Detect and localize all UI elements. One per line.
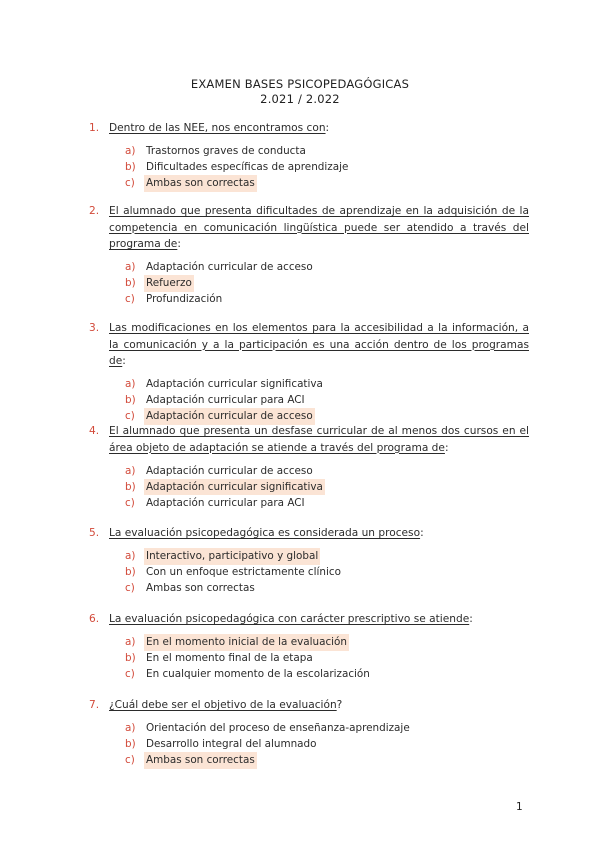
option-letter: a) — [125, 261, 136, 274]
question-stem — [89, 203, 529, 253]
option-letter: a) — [125, 722, 136, 735]
option-text: Dificultades específicas de aprendizaje — [146, 161, 349, 174]
answer-options — [125, 549, 529, 597]
question-number: 1. — [89, 122, 100, 134]
option-text: Desarrollo integral del alumnado — [146, 738, 317, 751]
answer-option[interactable] — [125, 292, 529, 308]
answer-option[interactable] — [125, 276, 529, 292]
question-text-underlined: Dentro de las NEE, nos encontramos con — [109, 122, 326, 134]
answer-option[interactable] — [125, 393, 529, 409]
option-letter: c) — [125, 293, 135, 306]
exam-year: 2.021 / 2.022 — [260, 92, 340, 106]
question-text — [109, 525, 529, 542]
option-letter: b) — [125, 480, 136, 493]
question-text — [109, 120, 529, 137]
question-text — [109, 203, 529, 253]
option-text: Profundización — [146, 293, 223, 306]
question-number: 7. — [89, 699, 100, 711]
option-letter: c) — [125, 410, 135, 423]
option-text-correct-highlight: Adaptación curricular significativa — [144, 479, 325, 496]
answer-options — [125, 635, 529, 683]
question-text — [109, 320, 529, 370]
option-text-correct-highlight: Adaptación curricular de acceso — [144, 408, 315, 425]
question-1 — [89, 120, 529, 192]
question-stem — [89, 697, 529, 714]
option-letter: a) — [125, 145, 136, 158]
question-stem — [89, 611, 529, 628]
answer-options — [125, 377, 529, 425]
option-text: En el momento final de la etapa — [146, 652, 313, 665]
answer-option[interactable] — [125, 160, 529, 176]
option-text-correct-highlight: Refuerzo — [144, 275, 194, 292]
question-text — [109, 611, 529, 628]
answer-options — [125, 144, 529, 192]
question-suffix: : — [325, 122, 330, 134]
option-text: Con un enfoque estrictamente clínico — [146, 566, 341, 579]
answer-option[interactable] — [125, 753, 529, 769]
question-text-underlined: El alumnado que presenta dificultades de aprendizaje en la adquisición de la competencia en comunicación lingüística puede ser atendido a través del programa de — [109, 205, 529, 251]
option-text-correct-highlight: En el momento inicial de la evaluación — [144, 634, 349, 651]
question-number: 5. — [89, 527, 100, 539]
answer-option[interactable] — [125, 463, 529, 479]
question-suffix: : — [469, 613, 473, 625]
page-number: 1 — [516, 801, 523, 813]
question-suffix: : — [122, 355, 126, 368]
question-stem — [89, 320, 529, 370]
question-suffix: : — [420, 527, 424, 539]
option-letter: c) — [125, 668, 135, 681]
question-2 — [89, 203, 529, 308]
answer-option[interactable] — [125, 565, 529, 581]
question-number: 4. — [89, 425, 100, 437]
option-text: Adaptación curricular para ACI — [146, 394, 305, 407]
option-text: Ambas son correctas — [146, 582, 255, 595]
question-7 — [89, 697, 529, 769]
question-3 — [89, 320, 529, 425]
question-text-underlined: Las modificaciones en los elementos para la accesibilidad a la información, a la comunicación y a la participación es una acción dentro de los programas de — [109, 322, 529, 368]
question-number: 3. — [89, 322, 100, 334]
option-letter: c) — [125, 754, 135, 767]
option-text: Adaptación curricular de acceso — [146, 464, 313, 477]
answer-option[interactable] — [125, 495, 529, 511]
exam-title: EXAMEN BASES PSICOPEDAGÓGICAS — [190, 77, 410, 91]
option-letter: a) — [125, 636, 136, 649]
option-text: Orientación del proceso de enseñanza-aprendizaje — [146, 722, 410, 735]
option-letter: a) — [125, 464, 136, 477]
option-text: Adaptación curricular de acceso — [146, 261, 313, 274]
option-letter: b) — [125, 277, 136, 290]
question-stem — [89, 120, 529, 137]
option-letter: b) — [125, 161, 136, 174]
answer-option[interactable] — [125, 651, 529, 667]
option-text-correct-highlight: Interactivo, participativo y global — [144, 548, 320, 565]
answer-option[interactable] — [125, 260, 529, 276]
option-text: Adaptación curricular significativa — [146, 378, 323, 391]
option-letter: b) — [125, 738, 136, 751]
question-text-underlined: ¿Cuál debe ser el objetivo de la evaluación — [109, 699, 337, 711]
answer-option[interactable] — [125, 635, 529, 651]
option-letter: a) — [125, 378, 136, 391]
question-4 — [89, 423, 529, 511]
question-text — [109, 697, 529, 714]
question-suffix: : — [177, 238, 181, 251]
answer-option[interactable] — [125, 549, 529, 565]
answer-options — [125, 463, 529, 511]
answer-option[interactable] — [125, 176, 529, 192]
question-stem — [89, 423, 529, 456]
question-6 — [89, 611, 529, 683]
option-letter: b) — [125, 566, 136, 579]
option-letter: c) — [125, 582, 135, 595]
option-letter: b) — [125, 652, 136, 665]
option-letter: a) — [125, 550, 136, 563]
option-letter: b) — [125, 394, 136, 407]
option-text: En cualquier momento de la escolarización — [146, 668, 370, 681]
question-number: 2. — [89, 205, 100, 217]
answer-options — [125, 260, 529, 308]
question-text-underlined: El alumnado que presenta un desfase curricular de al menos dos cursos en el área objeto de adaptación se atiende a través del programa de — [109, 425, 529, 454]
option-letter: c) — [125, 177, 135, 190]
answer-option[interactable] — [125, 581, 529, 597]
question-text-underlined: La evaluación psicopedagógica con carácter prescriptivo se atiende — [109, 613, 470, 625]
question-suffix: : — [444, 441, 449, 454]
question-text-underlined: La evaluación psicopedagógica es considerada un proceso — [109, 527, 421, 539]
option-text: Adaptación curricular para ACI — [146, 496, 305, 509]
answer-options — [125, 721, 529, 769]
question-stem — [89, 525, 529, 542]
answer-option[interactable] — [125, 377, 529, 393]
option-text-correct-highlight: Ambas son correctas — [144, 752, 257, 769]
answer-option[interactable] — [125, 737, 529, 753]
answer-option[interactable] — [125, 144, 529, 160]
answer-option[interactable] — [125, 479, 529, 495]
option-text-correct-highlight: Ambas son correctas — [144, 175, 257, 192]
question-5 — [89, 525, 529, 597]
question-number: 6. — [89, 613, 100, 625]
answer-option[interactable] — [125, 667, 529, 683]
option-text: Trastornos graves de conducta — [146, 145, 306, 158]
question-suffix: ? — [336, 699, 343, 711]
option-letter: c) — [125, 496, 135, 509]
answer-option[interactable] — [125, 721, 529, 737]
question-text — [109, 423, 529, 456]
